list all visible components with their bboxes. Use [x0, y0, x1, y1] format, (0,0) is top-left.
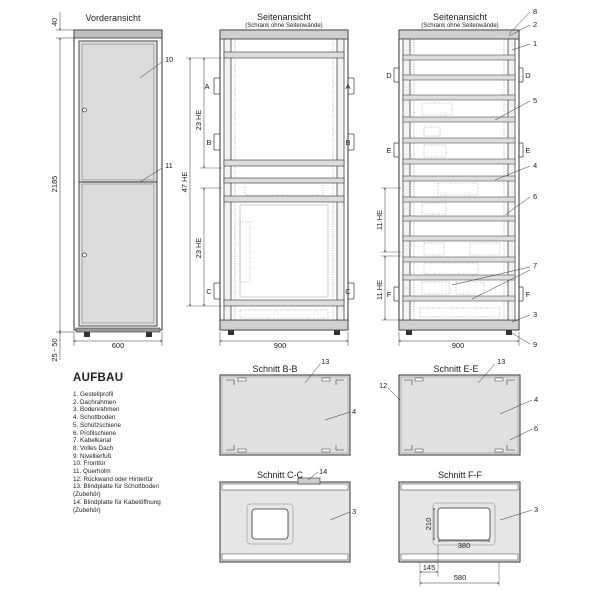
section-c-c-title: Schnitt C-C — [256, 470, 304, 480]
legend-item: 10. Fronttür — [73, 460, 106, 468]
legend — [73, 372, 213, 514]
legend-item: 9. Nivellierfuß — [73, 452, 112, 460]
side-view-title: Seitenansicht — [256, 12, 312, 22]
legend-item: 1. Gestellprofil — [73, 391, 114, 398]
callout-4: 4 — [533, 161, 538, 170]
section-letter-a: A — [345, 82, 351, 91]
callout-4: 4 — [352, 407, 357, 416]
section-letter-f: F — [525, 290, 531, 299]
callout-13: 13 — [497, 357, 506, 366]
legend-item: 13. Blindplatte für Schottboden (Zubehör) — [73, 483, 160, 499]
callout-6: 6 — [533, 192, 538, 201]
section-e-e-title: Schnitt E-E — [433, 364, 479, 374]
callout-4: 4 — [534, 395, 539, 404]
dim-145: 145 — [422, 563, 436, 572]
callout-2: 2 — [533, 20, 538, 29]
dim-width-600: 600 — [111, 341, 125, 350]
legend-item: 14. Blindplatte für Kabelöffnung (Zubehör) — [73, 498, 161, 514]
dim-47-he: 47 HE — [180, 171, 189, 193]
legend-item: 7. Kabelkanal — [73, 437, 112, 445]
callout-10: 10 — [165, 55, 174, 64]
callout-14: 14 — [319, 467, 328, 476]
dim-11-he-lower: 11 HE — [375, 279, 384, 301]
legend-item: 4. Schottboden — [73, 414, 116, 422]
callout-9: 9 — [533, 340, 538, 349]
section-letter-b: B — [206, 138, 212, 147]
dim-bottom: 25 - 50 — [50, 338, 59, 362]
dim-11-he-upper: 11 HE — [375, 209, 384, 231]
door-handle-icon — [83, 108, 87, 112]
callout-12: 12 — [379, 381, 388, 390]
callout-8: 8 — [533, 7, 538, 16]
section-letter-c: C — [345, 287, 351, 296]
section-e-e — [379, 357, 538, 455]
legend-item: 2. Dachrahmen — [73, 398, 117, 406]
dim-top: 40 — [50, 17, 59, 27]
dim-23-he-lower: 23 HE — [194, 237, 203, 259]
dim-width-900: 900 — [273, 341, 287, 350]
callout-3: 3 — [352, 507, 357, 516]
dim-580: 580 — [453, 573, 467, 582]
callout-13: 13 — [321, 357, 330, 366]
dim-380: 380 — [457, 541, 471, 550]
callout-6: 6 — [534, 424, 539, 433]
section-letter-d: D — [525, 71, 531, 80]
cable-opening — [438, 508, 490, 540]
cable-opening — [252, 509, 288, 539]
dim-width-900-right: 900 — [451, 341, 465, 350]
section-letter-b: B — [345, 138, 351, 147]
side-view-detailed-title: Seitenansicht — [432, 12, 488, 22]
legend-item: 6. Profilschiene — [73, 429, 117, 437]
dim-height: 2185 — [50, 175, 59, 193]
legend-list — [73, 391, 213, 514]
section-f-f-title: Schnitt F-F — [437, 470, 483, 480]
side-view — [180, 12, 354, 350]
side-view-subtitle: (Schrank ohne Seitenwände) — [245, 23, 323, 29]
section-letter-c: C — [206, 287, 212, 296]
dim-23-he-upper: 23 HE — [194, 109, 203, 131]
side-view-detailed — [375, 7, 537, 350]
section-letter-e: E — [525, 146, 531, 155]
callout-11: 11 — [165, 161, 173, 170]
front-view-title: Vorderansicht — [85, 13, 141, 23]
section-letter-e: E — [386, 146, 392, 155]
dim-210: 210 — [424, 517, 433, 531]
section-letter-a: A — [204, 82, 210, 91]
legend-item: 3. Bodenrahmen — [73, 406, 120, 414]
legend-item: 11. Querholm — [73, 468, 111, 476]
callout-5: 5 — [533, 96, 538, 105]
legend-item: 5. Schützschiene — [73, 421, 121, 429]
legend-title: AUFBAU — [73, 372, 124, 384]
section-b-b-title: Schnitt B-B — [252, 364, 298, 374]
legend-item: 12. Rückwand oder Hintertür — [73, 475, 154, 483]
callout-3: 3 — [533, 310, 538, 319]
callout-7: 7 — [533, 261, 538, 270]
callout-3: 3 — [534, 505, 539, 514]
section-c-c — [220, 467, 356, 562]
front-view — [50, 12, 173, 362]
section-f-f — [399, 470, 538, 586]
section-letter-f: F — [386, 290, 392, 299]
door-handle-icon — [83, 253, 87, 257]
side-view-detailed-subtitle: (Schrank ohne Seitenwände) — [421, 23, 499, 29]
section-b-b — [220, 357, 356, 455]
section-letter-d: D — [386, 71, 392, 80]
callout-1: 1 — [533, 39, 538, 48]
legend-item: 8. Volles Dach — [73, 444, 114, 452]
